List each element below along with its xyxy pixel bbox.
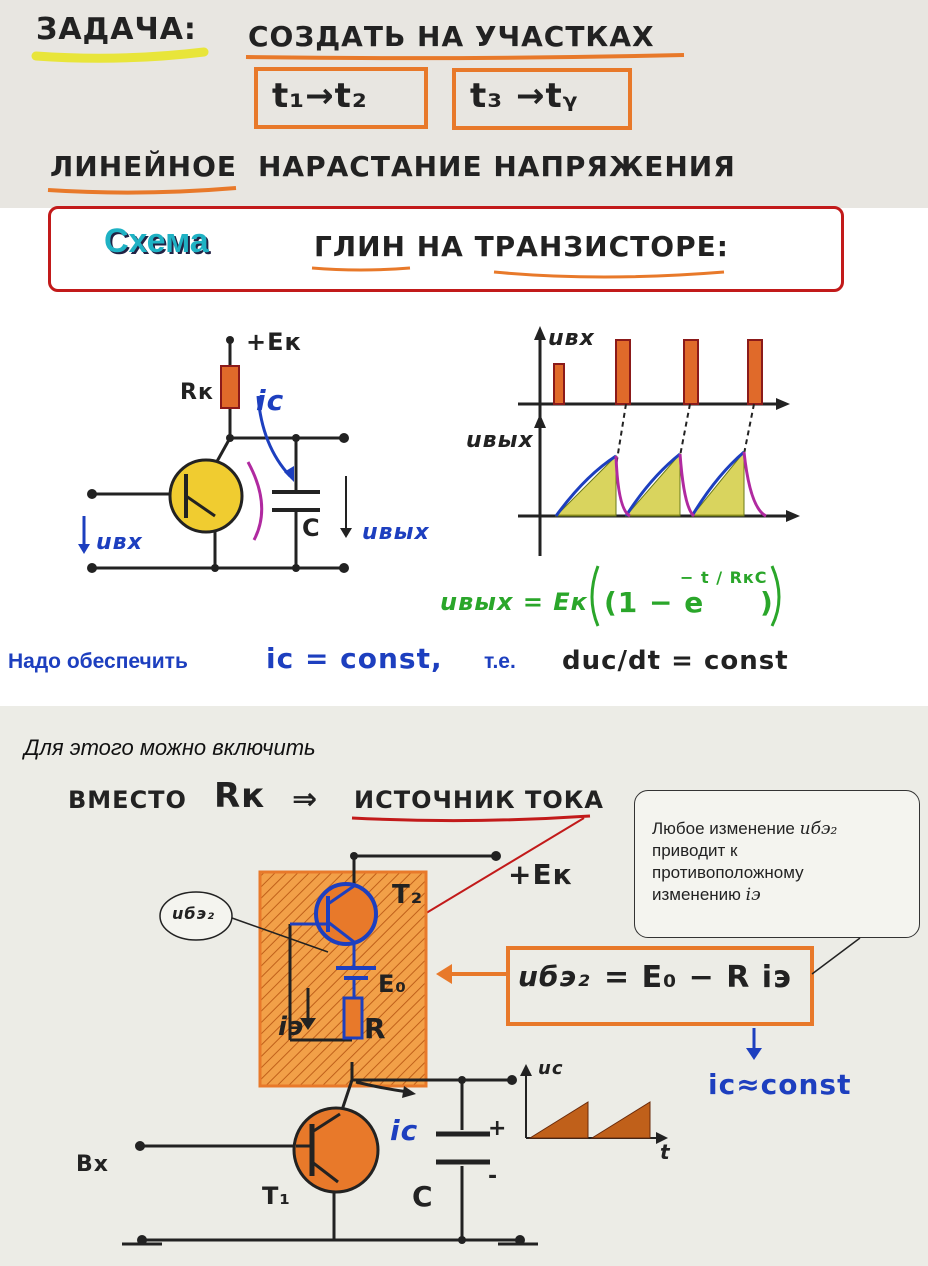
g1-top-axis: uвх xyxy=(548,326,595,351)
task-text: СОЗДАТЬ НА УЧАСТКАХ xyxy=(248,20,655,53)
c1-supply: +Eк xyxy=(246,328,302,356)
task-underline xyxy=(246,55,684,58)
schema-word: Схема xyxy=(104,222,209,260)
g1-formula-open: (1 − e xyxy=(604,586,705,619)
task-label: ЗАДАЧА: xyxy=(36,12,197,47)
r-resistor xyxy=(344,998,362,1038)
rk-resistor xyxy=(221,366,239,408)
c2-t2: T₂ xyxy=(392,880,424,910)
c1-input: uвх xyxy=(96,530,143,555)
linear-word: ЛИНЕЙНОЕ xyxy=(50,150,238,183)
c1-resistor: Rк xyxy=(180,380,214,405)
c2-ic: iс xyxy=(390,1114,419,1147)
c1-output: uвых xyxy=(362,520,430,545)
c2-e0: E₀ xyxy=(378,970,407,998)
c2-plus: + xyxy=(488,1116,508,1141)
c2-t1: T₁ xyxy=(262,1182,291,1210)
c1-current: iс xyxy=(256,384,285,417)
g1-formula-exp: − t / RкC xyxy=(680,568,768,587)
instead-arrow: ⇒ xyxy=(292,782,319,817)
transistor-t xyxy=(170,460,242,532)
rise-text: НАРАСТАНИЕ НАПРЯЖЕНИЯ xyxy=(258,150,736,183)
circuit1-drawing xyxy=(0,296,928,636)
interval1: t₁→t₂ xyxy=(272,76,368,116)
g1-formula-close: ) xyxy=(760,586,774,619)
condition-duc: duс/dt = const xyxy=(562,646,789,676)
eq-lhs: uбэ₂ xyxy=(518,960,591,993)
condition-text: Надо обеспечить xyxy=(8,650,188,673)
task-highlight xyxy=(36,52,204,58)
interval2: t₃ →tᵧ xyxy=(470,76,579,116)
instead-word: ВМЕСТО xyxy=(68,786,187,814)
note-text: Любое изменение uбэ₂ приводит к противоположному изменению iэ xyxy=(652,819,838,905)
c1-capacitor: C xyxy=(302,514,321,542)
c2-vx: Вх xyxy=(76,1152,109,1177)
instead-rk: Rк xyxy=(214,776,266,816)
current-source-text: ИСТОЧНИК ТОКА xyxy=(354,786,604,814)
g1-bottom-axis: uвых xyxy=(466,428,534,453)
bottom-intro: Для этого можно включить xyxy=(24,735,316,760)
c2-minus: - xyxy=(488,1164,499,1189)
bubble-label: uбэ₂ xyxy=(172,904,216,923)
small-t: t xyxy=(660,1140,671,1164)
schema-title-text: ГЛИН НА ТРАНЗИСТОРЕ: xyxy=(314,230,729,263)
c2-ie: iэ xyxy=(278,1012,305,1042)
c2-supply: +Eк xyxy=(508,858,573,891)
eq-rhs: = E₀ − R iэ xyxy=(604,960,792,995)
small-axis: uс xyxy=(538,1058,564,1079)
c2-r: R xyxy=(364,1012,387,1045)
schema-underlines xyxy=(0,206,928,296)
condition-ic: iс = const, xyxy=(266,642,443,675)
g1-formula-left: uвых = Eк xyxy=(440,588,588,616)
c2-c: C xyxy=(412,1180,434,1213)
ic-approx: iс≈const xyxy=(708,1068,852,1101)
condition-te: т.е. xyxy=(484,650,516,673)
linear-underline xyxy=(48,188,236,193)
